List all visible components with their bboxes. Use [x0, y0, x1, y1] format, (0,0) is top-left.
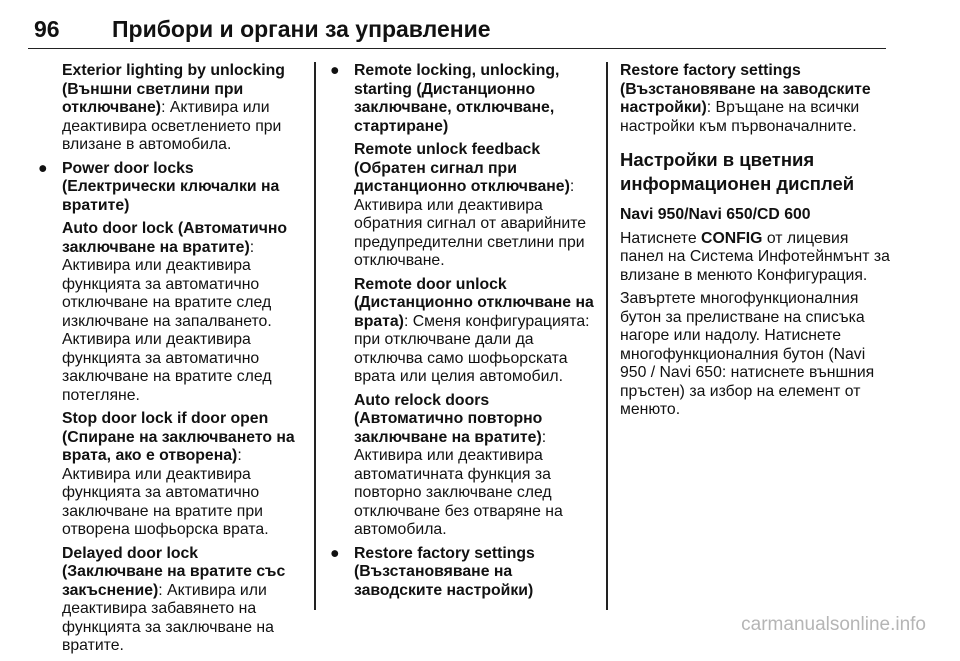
- bullet-power-door-locks: [38, 160, 302, 216]
- exterior-lighting-text: : Активира или деактивира осветлението при влизане в автомобила.: [62, 99, 282, 153]
- page-header: [28, 14, 886, 49]
- bullet-remote-locking: [330, 62, 594, 136]
- config-button-label: CONFIG: [701, 229, 763, 247]
- stop-door-lock-text: : Активира или деактивира функцията за автоматично заключване на вратите при отворена шофьорска врата.: [62, 447, 269, 538]
- auto-door-lock-text: : Активира или деактивира функцията за автоматично отключване на вратите след изключване на запалването. Активира или деактивира функцията за автоматично заключване на вратите след потегляне.: [62, 238, 272, 404]
- auto-door-lock-item: [62, 220, 302, 405]
- delayed-door-lock-title: Delayed door lock (Заключване на вратите със закъснение): [62, 544, 286, 599]
- remote-door-unlock-title: Remote door unlock (Дистанционно отключване на врата): [354, 275, 594, 330]
- page-number: 96: [34, 16, 60, 42]
- remote-unlock-feedback-item: [354, 141, 594, 271]
- remote-door-unlock-text: : Сменя конфигурацията: при отключване дали да отключва само шофьорската врата или целия автомобил.: [354, 312, 590, 385]
- restore-factory-item: [620, 62, 890, 136]
- watermark: carmanualsonline.info: [741, 614, 926, 635]
- config-text-post: от лицевия панел на Система Инфотейнмънт за влизане в менюто Конфигурация.: [620, 229, 890, 284]
- bullet-dot-icon: ●: [330, 62, 340, 79]
- remote-unlock-feedback-text: : Активира или деактивира обратния сигнал от аварийните предупредителни светлини при отключване.: [354, 178, 587, 269]
- navi-subheading: Navi 950/Navi 650/CD 600: [620, 206, 811, 223]
- config-paragraph: [620, 230, 890, 286]
- column-divider-1: [314, 62, 316, 610]
- remote-door-unlock-item: [354, 276, 594, 387]
- knob-paragraph: Завъртете многофункционалния бутон за прелистване на списъка нагоре или надолу. Натиснете многофункционалния бутон (Navi 950 / Navi 650: натиснете външния пръстен) за избор на елемент от менюто.: [620, 290, 875, 418]
- auto-relock-text: : Активира или деактивира автоматичната функция за повторно заключване след отключване без отваряне на автомобила.: [354, 428, 563, 538]
- stop-door-lock-item: [62, 410, 302, 540]
- power-door-locks-label: Power door locks (Електрически ключалки на вратите): [62, 159, 280, 214]
- auto-relock-item: [354, 392, 594, 540]
- delayed-door-lock-text: : Активира или деактивира забавянето на функцията за заключване на вратите.: [62, 581, 274, 654]
- exterior-lighting-title: Exterior lighting by unlocking (Външни светлини при отключване): [62, 62, 285, 116]
- delayed-door-lock-item: [62, 545, 302, 656]
- restore-factory-text: : Връщане на всички настройки към първоначалните.: [620, 99, 860, 135]
- bullet-dot-icon: ●: [38, 159, 48, 177]
- page-title: Прибори и органи за управление: [112, 16, 491, 42]
- exterior-lighting-item: [62, 62, 302, 155]
- remote-locking-label: Remote locking, unlocking, starting (Дистанционно заключване, отключване, стартиране): [354, 62, 560, 135]
- column-middle: [330, 62, 594, 605]
- stop-door-lock-title: Stop door lock if door open (Спиране на заключването на врата, ако е отворена): [62, 410, 295, 464]
- config-text-pre: Натиснете: [620, 229, 702, 247]
- column-right: [620, 62, 890, 425]
- column-left: [38, 62, 302, 661]
- bullet-dot-icon: ●: [330, 544, 340, 562]
- remote-unlock-feedback-title: Remote unlock feedback (Обратен сигнал при дистанционно отключване): [354, 141, 570, 195]
- bullet-restore-factory: [330, 545, 594, 601]
- auto-door-lock-title: Auto door lock (Автоматично заключване на вратите): [62, 220, 288, 256]
- restore-factory-label: Restore factory settings (Възстановяване на заводските настройки): [354, 544, 535, 599]
- section-heading: Настройки в цветния информационен дисплей: [620, 149, 855, 194]
- auto-relock-title: Auto relock doors (Автоматично повторно заключване на вратите): [354, 391, 543, 446]
- restore-factory-title: Restore factory settings (Възстановяване на заводските настройки): [620, 62, 871, 116]
- column-divider-2: [606, 62, 608, 610]
